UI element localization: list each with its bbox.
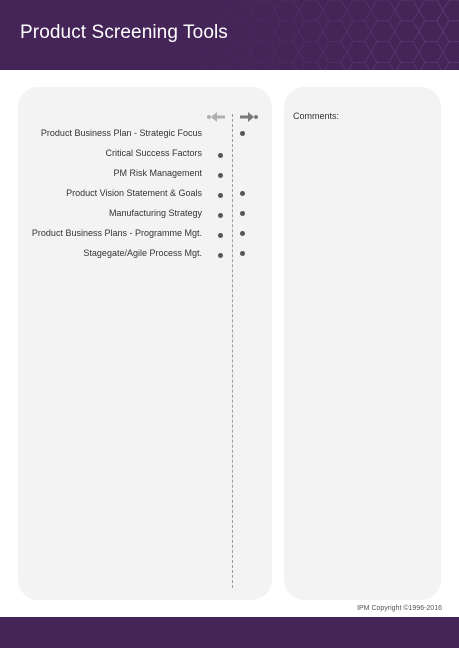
- tools-panel: [18, 87, 272, 600]
- left-column-dot: [218, 253, 223, 258]
- left-column-dot: [218, 193, 223, 198]
- tool-label: PM Risk Management: [113, 168, 202, 178]
- column-divider: [232, 114, 233, 588]
- right-column-dot: [240, 191, 245, 196]
- left-column-dot: [218, 213, 223, 218]
- arrow-left-icon: [207, 112, 225, 122]
- left-column-dot: [218, 153, 223, 158]
- tool-label: Product Business Plans - Programme Mgt.: [31, 228, 202, 238]
- tool-label: Product Business Plan - Strategic Focus: [40, 128, 202, 138]
- comments-panel: [284, 87, 441, 600]
- right-column-dot: [240, 251, 245, 256]
- left-column-dot: [218, 233, 223, 238]
- tool-label: Stagegate/Agile Process Mgt.: [83, 248, 202, 258]
- arrow-right-icon: [240, 112, 258, 122]
- tool-label: Product Vision Statement & Goals: [66, 188, 202, 198]
- footer-bar: [0, 617, 459, 648]
- comments-label: Comments:: [293, 111, 340, 121]
- right-column-dot: [240, 211, 245, 216]
- header-banner: [0, 0, 459, 70]
- right-column-dot: [240, 231, 245, 236]
- page-title: Product Screening Tools: [20, 22, 228, 43]
- right-column-dot: [240, 131, 245, 136]
- tool-label: Critical Success Factors: [105, 148, 202, 158]
- left-column-dot: [218, 173, 223, 178]
- copyright-text: IPM Copyright ©1996-2016: [357, 605, 442, 612]
- tool-label: Manufacturing Strategy: [108, 208, 202, 218]
